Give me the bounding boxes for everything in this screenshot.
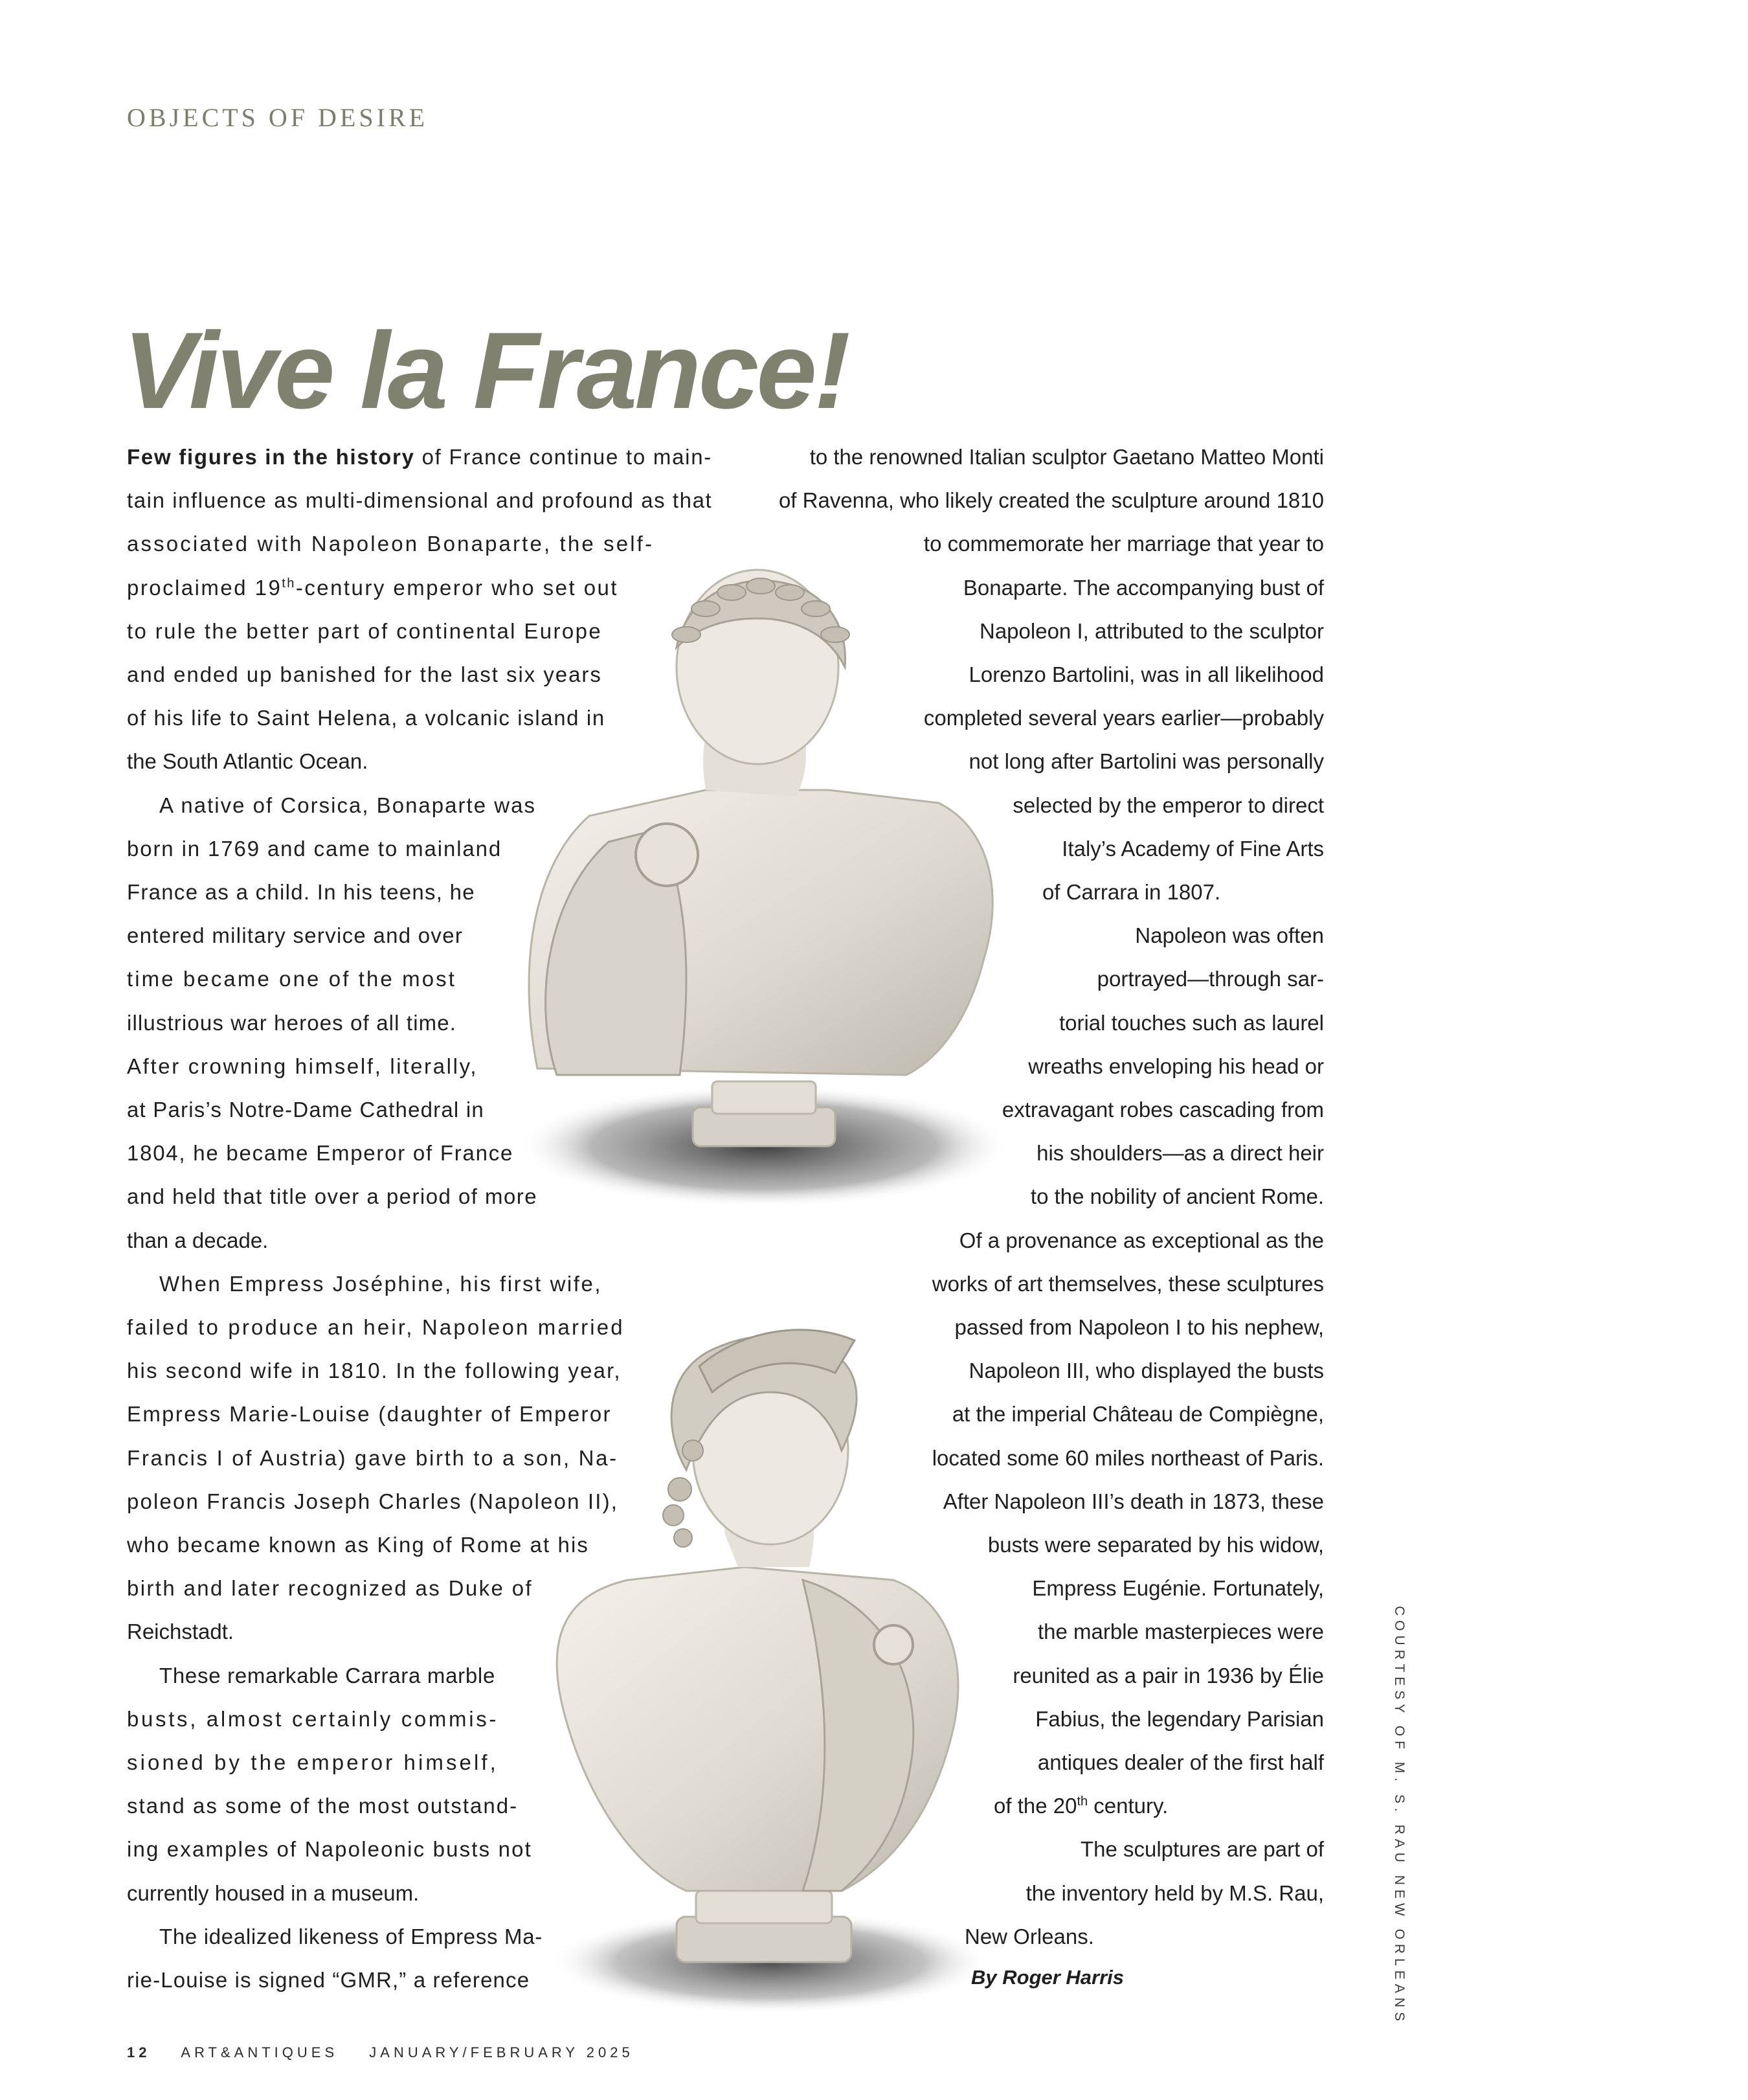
body-line: The idealized likeness of Empress Ma- xyxy=(159,1924,543,1948)
body-line: After Napoleon III’s death in 1873, these xyxy=(943,1489,1324,1513)
body-line: tain influence as multi-dimensional and profound as that xyxy=(127,488,713,513)
body-line: France as a child. In his teens, he xyxy=(127,880,475,904)
page-number: 12 xyxy=(127,2044,151,2060)
body-line: at Paris’s Notre-Dame Cathedral in xyxy=(127,1098,484,1122)
body-line: poleon Francis Joseph Charles (Napoleon II), xyxy=(127,1489,619,1513)
body-line: associated with Napoleon Bonaparte, the self- xyxy=(127,532,655,556)
body-line: to rule the better part of continental Europe xyxy=(127,618,603,643)
section-label: OBJECTS OF DESIRE xyxy=(127,103,429,132)
body-line: his shoulders—as a direct heir xyxy=(1036,1141,1324,1166)
body-line: Empress Marie-Louise (daughter of Emperor xyxy=(127,1402,612,1427)
body-line: passed from Napoleon I to his nephew, xyxy=(954,1315,1324,1339)
body-line: Lorenzo Bartolini, was in all likelihood xyxy=(969,662,1324,686)
issue-date: JANUARY/FEBRUARY 2025 xyxy=(369,2044,634,2060)
body-line: The sculptures are part of xyxy=(1080,1837,1324,1862)
body-line: Napoleon I, attributed to the sculptor xyxy=(980,618,1324,643)
body-line: selected by the emperor to direct xyxy=(1013,793,1324,817)
photo-credit: COURTESY OF M. S. RAU NEW ORLEANS xyxy=(1392,1606,1407,2026)
body-line: illustrious war heroes of all time. xyxy=(127,1010,457,1035)
body-line: to the renowned Italian sculptor Gaetano Matteo Monti xyxy=(809,445,1324,469)
body-line: entered military service and over xyxy=(127,923,464,948)
body-line: portrayed—through sar- xyxy=(1097,967,1324,991)
body-line: of his life to Saint Helena, a volcanic island in xyxy=(127,706,605,730)
body-line: Reichstadt. xyxy=(127,1620,234,1644)
magazine-name: ART&ANTIQUES xyxy=(181,2044,339,2060)
body-line: busts, almost certainly commis- xyxy=(127,1706,499,1731)
body-line: ing examples of Napoleonic busts not xyxy=(127,1837,532,1862)
body-line: Napoleon III, who displayed the busts xyxy=(969,1359,1324,1383)
body-line: failed to produce an heir, Napoleon married xyxy=(127,1315,625,1339)
body-line: of Ravenna, who likely created the sculpture around 1810 xyxy=(778,488,1324,513)
body-line: who became known as King of Rome at his xyxy=(127,1533,589,1557)
body-line: at the imperial Château de Compiègne, xyxy=(952,1402,1324,1427)
body-line: works of art themselves, these sculptures xyxy=(932,1271,1324,1296)
headline: Vive la France! xyxy=(123,310,848,431)
body-line: busts were separated by his widow, xyxy=(987,1533,1324,1557)
body-line: sioned by the emperor himself, xyxy=(127,1750,499,1774)
body-line: Bonaparte. The accompanying bust of xyxy=(963,575,1324,600)
body-line: located some 60 miles northeast of Paris. xyxy=(932,1445,1324,1470)
body-line: his second wife in 1810. In the following year, xyxy=(127,1359,622,1383)
body-line: Of a provenance as exceptional as the xyxy=(959,1228,1324,1252)
body-line: proclaimed 19th-century emperor who set out xyxy=(127,575,618,600)
body-line: of the 20th century. xyxy=(994,1794,1169,1818)
body-line: After crowning himself, literally, xyxy=(127,1054,478,1078)
body-line: antiques dealer of the first half xyxy=(1037,1750,1324,1774)
body-line: time became one of the most xyxy=(127,967,456,991)
body-line: Empress Eugénie. Fortunately, xyxy=(1032,1576,1324,1601)
body-line: New Orleans. xyxy=(965,1924,1094,1948)
body-line: born in 1769 and came to mainland xyxy=(127,836,502,861)
body-line: the marble masterpieces were xyxy=(1037,1620,1324,1644)
body-line: When Empress Joséphine, his first wife, xyxy=(159,1271,603,1296)
body-line: Italy’s Academy of Fine Arts xyxy=(1062,836,1324,861)
folio xyxy=(127,2044,634,2061)
body-line: currently housed in a museum. xyxy=(127,1880,420,1905)
body-line: and ended up banished for the last six years xyxy=(127,662,602,686)
body-line: Few figures in the history of France continue to main- xyxy=(127,445,713,469)
body-line: than a decade. xyxy=(127,1228,269,1252)
body-line: wreaths enveloping his head or xyxy=(1028,1054,1324,1078)
body-line: 1804, he became Emperor of France xyxy=(127,1141,514,1166)
body-line: the South Atlantic Ocean. xyxy=(127,749,368,774)
body-line: extravagant robes cascading from xyxy=(1002,1098,1324,1122)
body-line: to commemorate her marriage that year to xyxy=(923,532,1324,556)
body-line: These remarkable Carrara marble xyxy=(159,1663,496,1688)
body-line: reunited as a pair in 1936 by Élie xyxy=(1013,1663,1324,1688)
body-line: completed several years earlier—probably xyxy=(923,706,1324,730)
byline: By Roger Harris xyxy=(971,1966,1125,1989)
body-line: not long after Bartolini was personally xyxy=(969,749,1324,774)
body-line: to the nobility of ancient Rome. xyxy=(1030,1184,1324,1209)
body-line: Francis I of Austria) gave birth to a son, Na- xyxy=(127,1445,618,1470)
body-line: of Carrara in 1807. xyxy=(1042,880,1221,904)
body-line: Fabius, the legendary Parisian xyxy=(1035,1706,1324,1731)
body-line: the inventory held by M.S. Rau, xyxy=(1025,1880,1324,1905)
body-line: and held that title over a period of more xyxy=(127,1184,538,1209)
body-line: A native of Corsica, Bonaparte was xyxy=(159,793,536,817)
body-line: rie-Louise is signed “GMR,” a reference xyxy=(127,1968,530,1992)
body-line: stand as some of the most outstand- xyxy=(127,1794,519,1818)
body-line: birth and later recognized as Duke of xyxy=(127,1576,533,1601)
body-line: Napoleon was often xyxy=(1135,923,1324,948)
body-line: torial touches such as laurel xyxy=(1059,1010,1324,1035)
